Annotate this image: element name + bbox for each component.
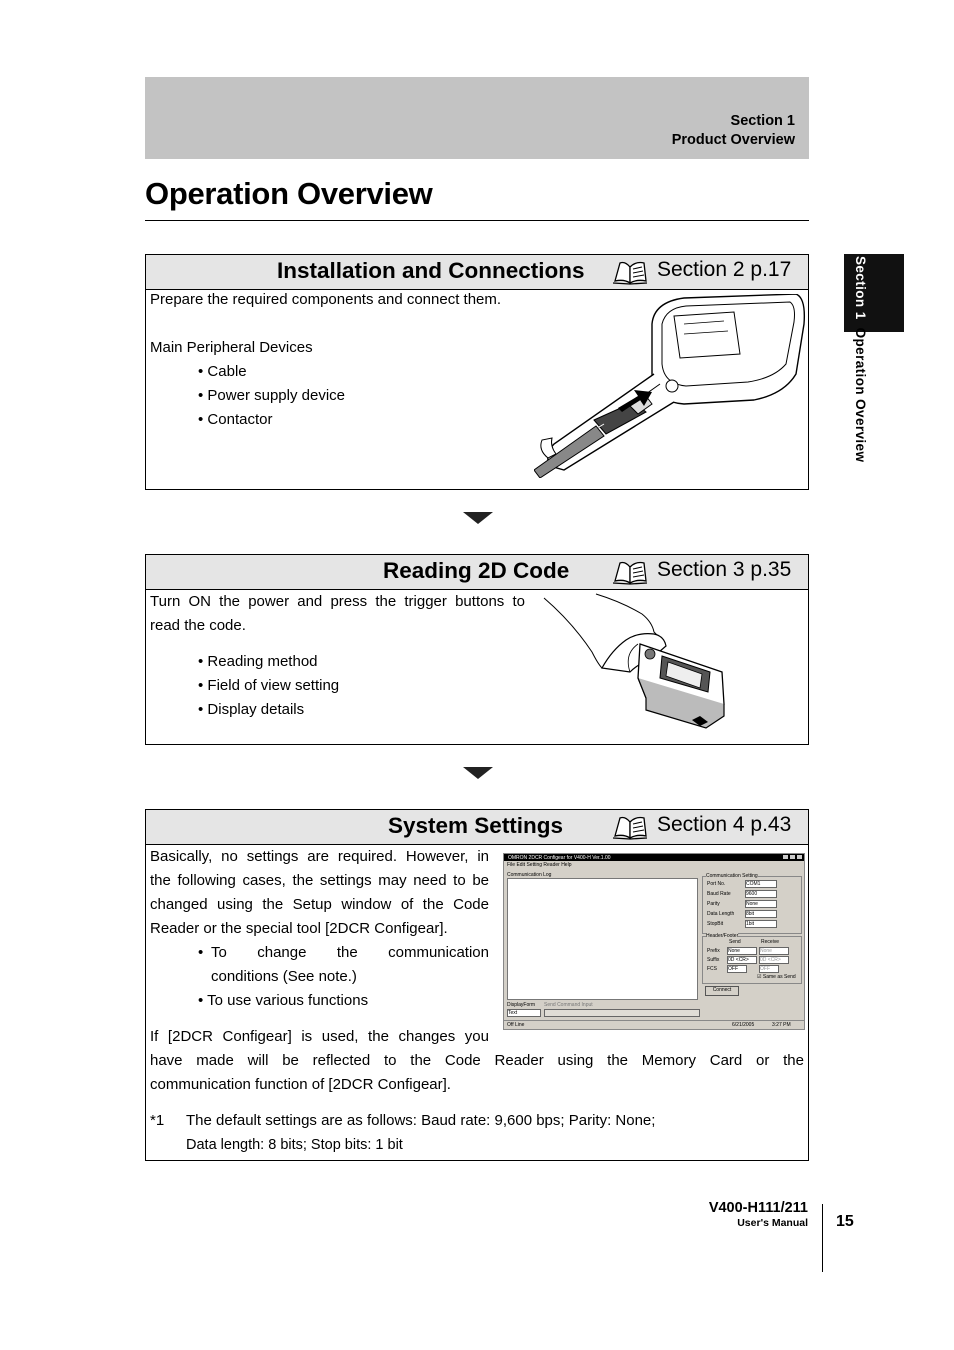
communication-log-area (507, 878, 698, 1000)
note-line: Data length: 8 bits; Stop bits: 1 bit (186, 1137, 403, 1153)
header-band (145, 77, 809, 159)
peripheral-heading: Main Peripheral Devices (150, 339, 313, 356)
suffix-receive-select: 0D <CR> (759, 956, 789, 964)
prefix-receive-select: None (759, 947, 789, 955)
fcs-send-select: OFF (727, 965, 747, 973)
side-tab-label: Operation Overview (853, 327, 868, 463)
list-item: • (198, 944, 204, 961)
field-label: Data Length (707, 911, 735, 917)
header-footer-group (702, 933, 802, 984)
datalength-select: 8bit (745, 910, 777, 918)
field-label: Suffix (707, 957, 720, 963)
section-name: Product Overview (671, 132, 795, 148)
installation-box (145, 254, 809, 490)
system-settings-box (145, 809, 809, 1161)
note-line: The default settings are as follows: Baud rate: 9,600 bps; Parity: None; (186, 1112, 656, 1129)
field-label: Baud Rate (707, 891, 731, 897)
manual-book-icon (612, 259, 648, 285)
field-label: StopBit (707, 921, 724, 927)
reader-cable-illustration (534, 294, 806, 478)
settings-para-line: changed using the Setup window of the Code (150, 896, 489, 913)
hand-reader-illustration (542, 592, 732, 732)
configear-screenshot (503, 853, 805, 1030)
field-label: Parity (707, 901, 720, 907)
port-select: COM1 (745, 880, 777, 888)
maximize-icon (790, 855, 795, 859)
reading-intro-line: Turn ON the power and press the trigger buttons to (150, 593, 525, 610)
settings-para2-line: communication function of [2DCR Configear]. (150, 1076, 451, 1093)
list-item: • To use various functions (198, 992, 369, 1009)
system-settings-title: System Settings (388, 813, 564, 838)
title-rule (145, 220, 809, 221)
list-item: • Display details (198, 701, 305, 718)
close-icon (783, 855, 788, 859)
settings-para-line: Basically, no settings are required. However, in (150, 848, 489, 865)
field-label: Port No. (707, 881, 726, 887)
section-number: Section 1 (730, 113, 795, 129)
settings-para-line: the following cases, the settings may need to be (150, 872, 489, 889)
reading-intro-line: read the code. (150, 617, 246, 634)
suffix-send-select: 0D <CR> (727, 956, 757, 964)
prefix-send-select: None (727, 947, 757, 955)
same-as-send-checkbox: ☑ Same as Send (757, 974, 796, 980)
installation-title: Installation and Connections (277, 258, 585, 283)
manual-book-icon (612, 814, 648, 840)
stopbit-select: 1bit (745, 920, 777, 928)
reading-ref[interactable]: Section 3 p.35 (657, 558, 792, 581)
side-tab-text (848, 256, 870, 496)
list-item: • Power supply device (198, 387, 345, 404)
status-bar (504, 1020, 804, 1029)
connect-button: Connect (705, 986, 739, 996)
group-label: Header/Footer (706, 933, 739, 939)
system-settings-ref[interactable]: Section 4 p.43 (657, 813, 792, 836)
display-form-label: DisplayForm (507, 1002, 536, 1008)
settings-para2-line: have made will be reflected to the Code Reader using the Memory Card or the (150, 1052, 804, 1069)
installation-ref[interactable]: Section 2 p.17 (657, 258, 792, 281)
page-number: 15 (836, 1213, 854, 1230)
status-date: 6/21/2005 (732, 1022, 755, 1028)
flow-arrow-icon (463, 767, 493, 779)
window-menu: File Edit Setting Reader Help (507, 862, 572, 868)
footer-model: V400-H111/211 (708, 1200, 808, 1216)
section-label (672, 112, 795, 150)
list-item: • Cable (198, 363, 247, 380)
list-item-text: conditions (See note.) (211, 968, 357, 985)
reading-title: Reading 2D Code (383, 558, 570, 583)
manual-book-icon (612, 559, 648, 585)
installation-intro: Prepare the required components and connect them. (150, 291, 502, 308)
system-settings-header (146, 810, 808, 845)
display-form-select: Text (507, 1009, 541, 1017)
send-label: Send (729, 939, 741, 945)
log-label: Communication Log (507, 872, 552, 878)
footer-rule (822, 1204, 823, 1272)
side-tab-section: Section 1 (853, 256, 868, 320)
settings-para2-line: If [2DCR Configear] is used, the changes you (150, 1028, 489, 1045)
window-title: OMRON 2DCR Configear for V400-H Ver.1.00 (508, 855, 611, 861)
fcs-receive-select: OFF (759, 965, 779, 973)
installation-header (146, 255, 808, 290)
send-command-label: Send Command Input (544, 1002, 593, 1008)
list-item: • Reading method (198, 653, 318, 670)
baud-select: 9600 (745, 890, 777, 898)
field-label: Prefix (707, 948, 720, 954)
minimize-icon (797, 855, 802, 859)
reading-header (146, 555, 808, 590)
status-time: 3:27 PM (772, 1022, 791, 1028)
receive-label: Receive (761, 939, 780, 945)
page-title: Operation Overview (145, 176, 433, 211)
list-item: • Field of view setting (198, 677, 340, 694)
parity-select: None (745, 900, 777, 908)
status-online: Off Line (507, 1022, 525, 1028)
footer-manual: User's Manual (737, 1217, 808, 1229)
list-item-text: To change the communication (211, 944, 489, 961)
list-item: • Contactor (198, 411, 273, 428)
comm-setting-group (702, 873, 802, 934)
send-command-input (544, 1009, 700, 1017)
reading-box (145, 554, 809, 745)
window-titlebar (504, 854, 804, 861)
settings-para-line: Reader or the special tool [2DCR Configear]. (150, 920, 448, 937)
field-label: FCS (707, 966, 717, 972)
group-label: Communication Setting (706, 873, 758, 879)
note-mark: *1 (150, 1112, 165, 1129)
flow-arrow-icon (463, 512, 493, 524)
